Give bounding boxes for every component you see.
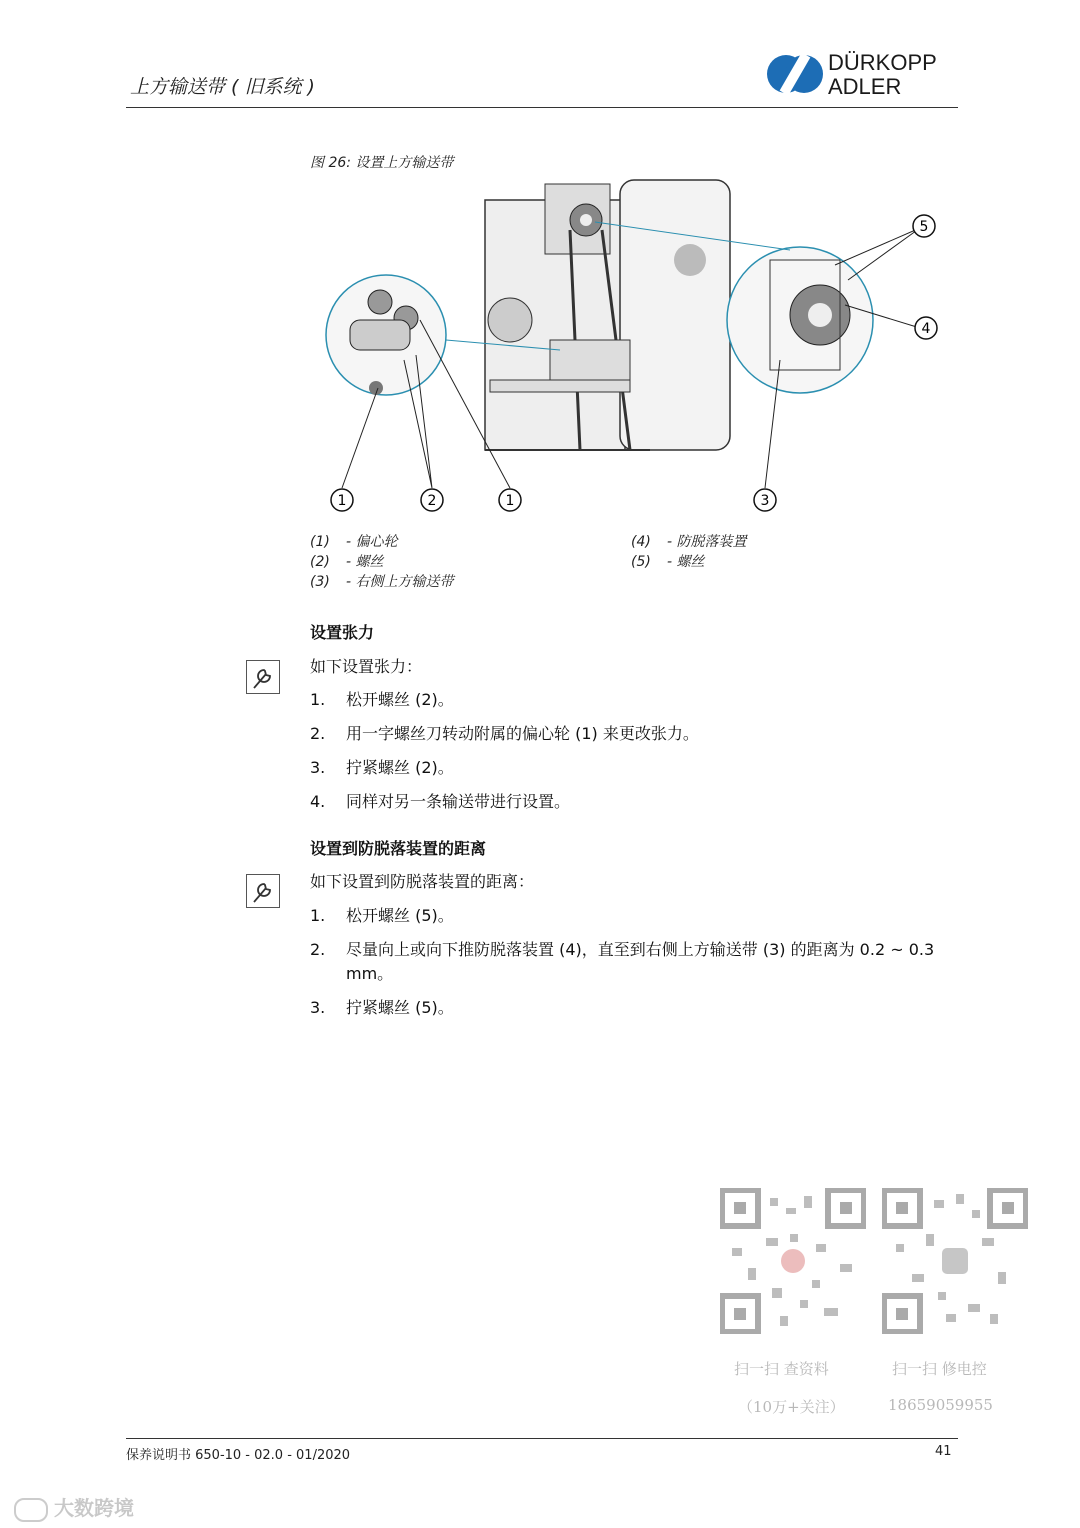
list-item: 3. 拧紧螺丝 (2)。 (310, 758, 454, 777)
logo-text-2: ADLER (828, 74, 902, 99)
watermark: 大数跨境 (14, 1492, 134, 1522)
footer-divider (126, 1438, 958, 1439)
svg-text:5: 5 (919, 219, 929, 235)
logo-text-1: DÜRKOPP (828, 50, 937, 75)
section-title-tension: 设置张力 (310, 623, 375, 642)
qr-code-right (882, 1188, 1028, 1334)
callout-4 (915, 317, 937, 339)
list-item: 1. 松开螺丝 (5)。 (310, 906, 454, 925)
machine-illustration (320, 170, 960, 520)
footer-doc-info: 保养说明书 650-10 - 02.0 - 01/2020 (126, 1448, 351, 1463)
header-title: 上方输送带 ( 旧系统 ) (130, 76, 315, 98)
durkopp-logo-icon (760, 48, 960, 100)
figure-legend-right (631, 532, 747, 572)
qr-caption-left-2: （10万+关注） (738, 1398, 845, 1416)
legend-item: (5) - 螺丝 (631, 554, 705, 570)
watermark-logo-icon (14, 1498, 48, 1522)
callout-3 (754, 489, 776, 511)
list-item: 2. 用一字螺丝刀转动附属的偏心轮 (1) 来更改张力。 (310, 724, 699, 743)
figure-legend-left (310, 532, 454, 592)
svg-text:4: 4 (921, 321, 931, 337)
qr-code-left (720, 1188, 866, 1334)
brand-logo (760, 48, 960, 100)
step-list-tension (310, 688, 970, 824)
list-item: 1. 松开螺丝 (2)。 (310, 690, 454, 709)
list-item: 2. 尽量向上或向下推防脱落装置 (4)，直至到右侧上方输送带 (3) 的距离为 0.2 ~ 0.3 mm。 (310, 940, 935, 983)
svg-text:2: 2 (427, 493, 437, 509)
wrench-icon (246, 660, 280, 694)
legend-item: (4) - 防脱落装置 (631, 534, 747, 550)
callout-2 (421, 489, 443, 511)
legend-item: (1) - 偏心轮 (310, 534, 398, 550)
svg-text:1: 1 (337, 493, 347, 509)
section-intro-distance: 如下设置到防脱落装置的距离： (310, 872, 535, 891)
list-item: 3. 拧紧螺丝 (5)。 (310, 998, 454, 1017)
qr-caption-left-1: 扫一扫 查资料 (734, 1360, 829, 1378)
legend-item: (3) - 右侧上方输送带 (310, 574, 454, 590)
qr-caption-right-2: 18659059955 (888, 1396, 993, 1414)
svg-text:3: 3 (760, 493, 770, 509)
section-intro-tension: 如下设置张力： (310, 657, 423, 676)
page-number: 41 (935, 1444, 952, 1459)
callout-1-right (499, 489, 521, 511)
svg-text:1: 1 (505, 493, 515, 509)
callout-5 (913, 215, 935, 237)
wrench-icon (246, 874, 280, 908)
section-title-distance: 设置到防脱落装置的距离 (310, 839, 487, 858)
legend-item: (2) - 螺丝 (310, 554, 384, 570)
header-divider (126, 107, 958, 108)
callout-1-left (331, 489, 353, 511)
qr-caption-right-1: 扫一扫 修电控 (892, 1360, 987, 1378)
list-item: 4. 同样对另一条输送带进行设置。 (310, 792, 571, 811)
step-list-distance (310, 904, 970, 1030)
figure-caption: 图 26: 设置上方输送带 (310, 155, 454, 171)
